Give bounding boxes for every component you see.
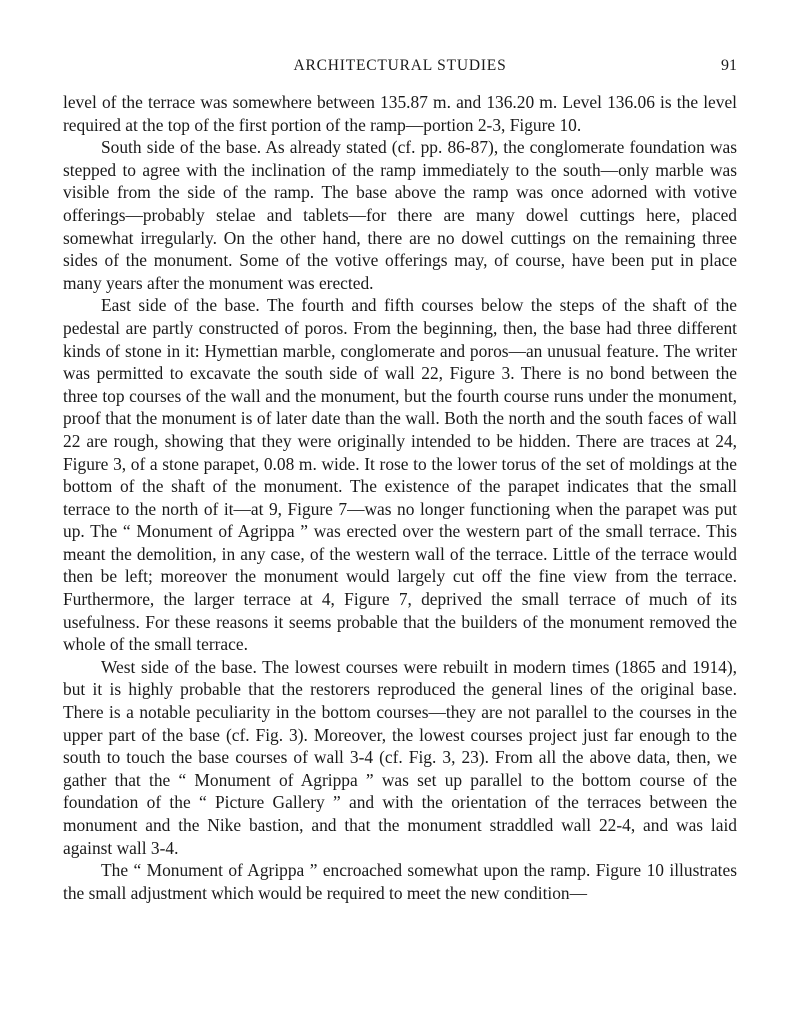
paragraph-west-side: West side of the base. The lowest courses were rebuilt in modern times (1865 and 1914), but it is highly probable that the restorers reproduced the general lines of the original base. There is a notable peculiarity in the bottom courses—they are not parallel to the courses in the upper part of the base (cf. Fig. 3). Moreover, the lowest courses project just far enough to the south to touch the base courses of wall 3-4 (cf. Fig. 3, 23). From all the above data, then, we gather that the “ Monument of Agrippa ” was set up parallel to the bottom course of the foundation of the “ Picture Gallery ” and with the orientation of the terraces between the monument and the Nike bastion, and that the monument straddled wall 22-4, and was laid against wall 3-4. [63, 656, 737, 858]
paragraph-east-side: East side of the base. The fourth and fifth courses below the steps of the shaft of the pedestal are partly constructed of poros. From the beginning, then, the base had three different kinds of stone in it: Hymettian marble, conglomerate and poros—an unusual feature. The writer was permitted to excavate the south side of wall 22, Figure 3. There is no bond between the three top courses of the wall and the monument, but the fourth course runs under the monument, proof that the monument is of later date than the wall. Both the north and the south faces of wall 22 are rough, showing that they were originally intended to be hidden. There are traces at 24, Figure 3, of a stone parapet, 0.08 m. wide. It rose to the lower torus of the set of moldings at the bottom of the shaft of the monument. The existence of the parapet indicates that the small terrace to the north of it—at 9, Figure 7—was no longer functioning when the parapet was put up. The “ Monument of Agrippa ” was erected over the western part of the small terrace. This meant the demolition, in any case, of the western wall of the terrace. Little of the terrace would then be left; moreover the monument would largely cut off the fine view from the terrace. Furthermore, the larger terrace at 4, Figure 7, deprived the small terrace of much of its usefulness. For these reasons it seems probable that the builders of the monument removed the whole of the small terrace. [63, 295, 737, 655]
paragraph-south-side: South side of the base. As already stated (cf. pp. 86-87), the conglomerate foundation was stepped to agree with the inclination of the ramp immediately to the south—only marble was visible from the side of the ramp. The base above the ramp was once adorned with votive offerings—probably stelae and tablets—for there are many dowel cuttings here, placed somewhat irregularly. On the other hand, there are no dowel cuttings on the remaining three sides of the monument. Some of the votive offerings may, of course, have been put in place many years after the monument was erected. [63, 137, 737, 293]
document-page [63, 54, 737, 904]
paragraph-continuation: level of the terrace was somewhere between 135.87 m. and 136.20 m. Level 136.06 is the level required at the top of the first portion of the ramp—portion 2-3, Figure 10. [63, 92, 737, 135]
paragraph-ramp-encroachment: The “ Monument of Agrippa ” encroached somewhat upon the ramp. Figure 10 illustrates the small adjustment which would be required to meet the new condition— [63, 860, 737, 903]
running-head-title: ARCHITECTURAL STUDIES [293, 57, 507, 74]
body-text [63, 91, 737, 904]
page-number: 91 [721, 57, 737, 74]
running-head [63, 54, 737, 80]
